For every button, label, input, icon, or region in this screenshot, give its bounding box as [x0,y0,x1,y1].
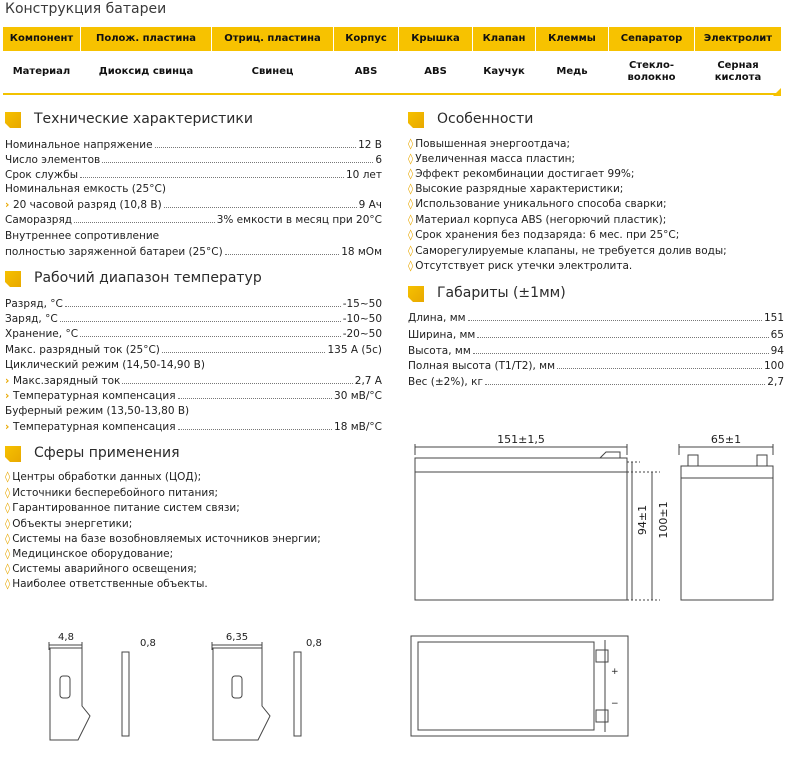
spec-row: › 20 часовой разряд (10,8 В) 9 Ач [5,199,382,211]
terminal-width-label: 6,35 [225,632,249,643]
tech-section-title: Технические характеристики [34,111,253,127]
front-view-drawing [415,444,660,600]
list-item: ◊ Объекты энергетики; [5,518,133,530]
header-cell: Компонент [9,33,74,44]
bullet-diamond-icon: ◊ [408,245,414,257]
header-cell: Клапан [482,33,526,44]
bullet-diamond-icon: ◊ [408,214,414,226]
bullet-diamond-icon: ◊ [5,471,11,483]
bullet-diamond-icon: ◊ [5,487,11,499]
header-cell: Крышка [411,33,460,44]
header-cell: Корпус [345,33,387,44]
header-cell: Электролит [703,33,773,44]
list-item: ◊ Увеличенная масса пластин; [408,153,576,165]
value-cell: Стекло- волокно [627,60,676,83]
bullet-diamond-icon: ◊ [408,229,414,241]
features-section-title: Особенности [437,111,534,127]
spec-row: Хранение, °C -20~50 [5,328,382,340]
header-cell: Сепаратор [620,33,683,44]
bullet-diamond-icon: ◊ [408,138,414,150]
value-cell: Серная кислота [714,60,762,83]
list-item: ◊ Эффект рекомбинации достигает 99%; [408,168,635,180]
value-cell: Диоксид свинца [98,66,194,77]
value-cell: Медь [556,66,588,77]
list-item: ◊ Высокие разрядные характеристики; [408,183,624,195]
spec-row: Макс. разрядный ток (25°C) 135 А (5с) [5,344,382,356]
bullet-diamond-icon: ◊ [5,548,11,560]
side-view-drawing [679,444,773,600]
spec-row: Разряд, °C -15~50 [5,298,382,310]
length-dimension-label: 151±1,5 [497,433,545,446]
bullet-diamond-icon: ◊ [5,533,11,545]
header-cell: Полож. пластина [95,33,197,44]
list-item: ◊ Отсутствует риск утечки электролита. [408,260,633,272]
spec-row: Саморазряд 3% емкости в месяц при 20°C [5,214,382,226]
list-item: ◊ Системы на базе возобновляемых источников энергии; [5,533,321,545]
spec-row: Число элементов 6 [5,154,382,166]
spec-row: Вес (±2%), кг 2,7 [408,376,784,388]
construction-title: Конструкция батареи [5,1,167,17]
spec-row: Высота, мм 94 [408,345,784,357]
list-item: ◊ Системы аварийного освещения; [5,563,197,575]
apps-section-title: Сферы применения [34,445,180,461]
spec-row: Ширина, мм 65 [408,329,784,341]
list-item: ◊ Срок хранения без подзаряда: 6 мес. при 25°C; [408,229,680,241]
bullet-diamond-icon: ◊ [5,502,11,514]
spec-row: Полная высота (T1/T2), мм 100 [408,360,784,372]
top-view-drawing [411,636,628,736]
value-cell: Свинец [251,66,294,77]
terminal-width-label: 4,8 [58,632,74,643]
value-cell: Каучук [483,66,525,77]
value-cell: Материал [12,66,71,77]
spec-row: › Макс.зарядный ток 2,7 А [5,375,382,387]
list-item: ◊ Наиболее ответственные объекты. [5,578,208,590]
chevron-right-icon: › [5,199,13,211]
value-cell: ABS [354,66,378,77]
spec-row: полностью заряженной батареи (25°C) 18 мОм [5,246,382,258]
list-item: ◊ Материал корпуса ABS (негорючий пластик); [408,214,667,226]
full-height-dimension-label: 100±1 [657,501,670,539]
bullet-diamond-icon: ◊ [5,518,11,530]
temp-section-title: Рабочий диапазон температур [34,270,262,286]
bullet-diamond-icon: ◊ [5,578,11,590]
spec-row: Срок службы 10 лет [5,169,382,181]
header-cell: Клеммы [548,33,596,44]
list-item: ◊ Медицинское оборудование; [5,548,174,560]
header-cell: Отриц. пластина [224,33,321,44]
list-item: ◊ Повышенная энергоотдача; [408,138,570,150]
spec-row: Заряд, °C -10~50 [5,313,382,325]
bullet-diamond-icon: ◊ [408,168,414,180]
spec-row: › Температурная компенсация 30 мВ/°C [5,390,382,402]
chevron-right-icon: › [5,375,13,387]
height-dimension-label: 94±1 [636,504,649,536]
bullet-diamond-icon: ◊ [408,198,414,210]
plus-sign: + [611,667,619,677]
bullet-diamond-icon: ◊ [408,260,414,272]
bullet-diamond-icon: ◊ [5,563,11,575]
list-item: ◊ Саморегулируемые клапаны, не требуется долив воды; [408,245,727,257]
list-item: ◊ Гарантированное питание систем связи; [5,502,240,514]
dims-section-title: Габариты (±1мм) [437,285,566,301]
bullet-diamond-icon: ◊ [408,153,414,165]
terminal-thickness-label: 0,8 [140,638,156,649]
list-item: ◊ Центры обработки данных (ЦОД); [5,471,202,483]
spec-group-label: Внутреннее сопротивление [5,230,160,242]
value-cell: ABS [424,66,447,77]
list-item: ◊ Источники бесперебойного питания; [5,487,218,499]
width-dimension-label: 65±1 [710,433,742,446]
terminal-thickness-label: 0,8 [306,638,322,649]
spec-group-label: Циклический режим (14,50-14,90 В) [5,359,205,371]
chevron-right-icon: › [5,390,13,402]
spec-row: Номинальное напряжение 12 В [5,139,382,151]
spec-group-label: Буферный режим (13,50-13,80 В) [5,405,190,417]
bullet-diamond-icon: ◊ [408,183,414,195]
chevron-right-icon: › [5,421,13,433]
spec-row: Длина, мм 151 [408,312,784,324]
spec-row: › Температурная компенсация 18 мВ/°C [5,421,382,433]
minus-sign: − [611,699,619,709]
spec-group-label: Номинальная емкость (25°C) [5,183,166,195]
terminal-drawings [49,642,301,740]
list-item: ◊ Использование уникального способа сварки; [408,198,667,210]
